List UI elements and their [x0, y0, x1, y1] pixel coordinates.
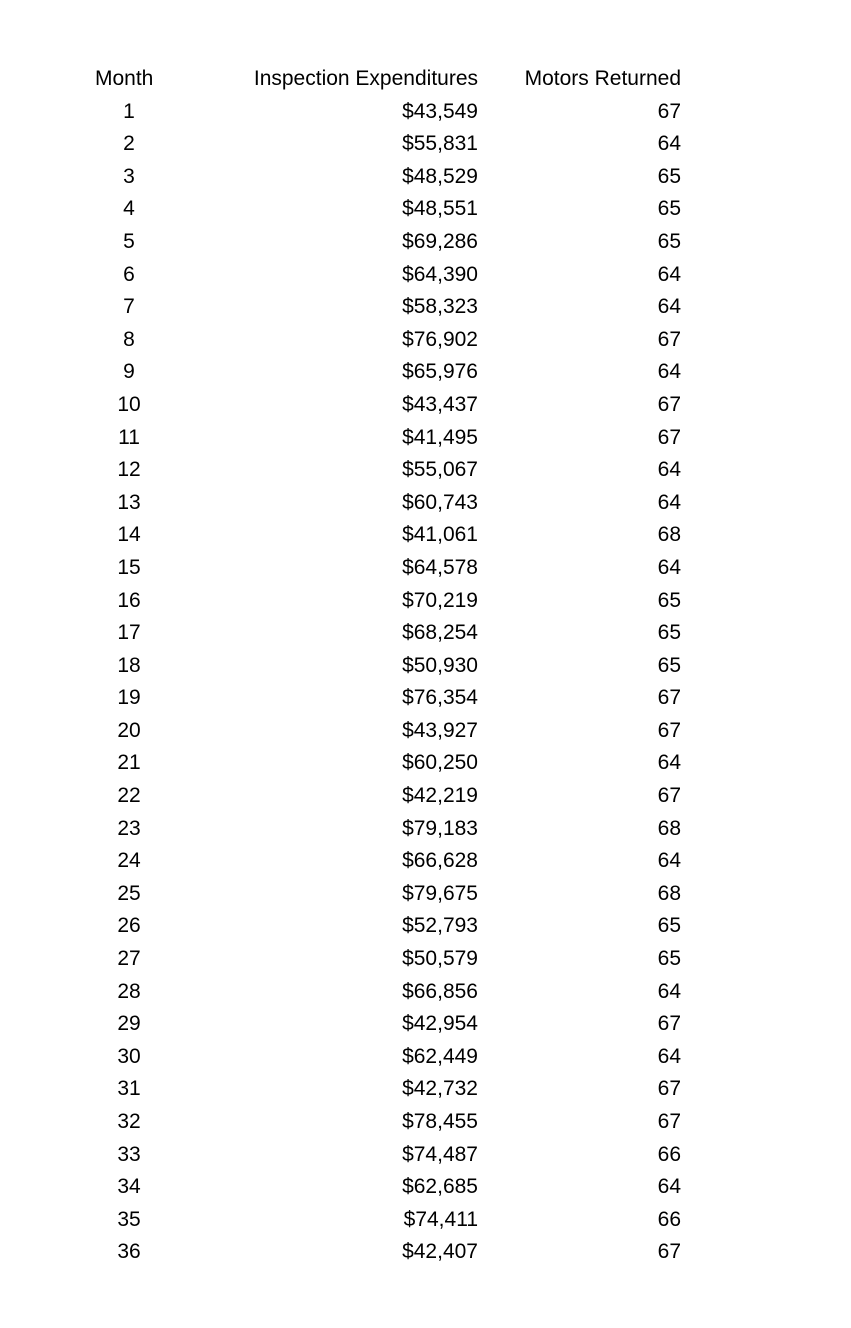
- month-cell: 33: [117, 1142, 141, 1166]
- table-row: [0, 1106, 851, 1139]
- table-body: [0, 96, 851, 1269]
- month-cell: 15: [117, 555, 141, 579]
- motors-returned-cell: 64: [657, 751, 681, 775]
- expenditure-cell: $79,675: [402, 881, 478, 905]
- expenditure-cell: $62,449: [402, 1044, 478, 1068]
- table-row: [0, 910, 851, 943]
- month-cell: 11: [118, 425, 140, 449]
- month-cell: 19: [117, 686, 141, 710]
- table-row: [0, 552, 851, 585]
- expenditure-cell: $68,254: [402, 621, 478, 645]
- motors-returned-cell: 64: [657, 490, 681, 514]
- expenditure-cell: $42,407: [402, 1240, 478, 1264]
- table-row: [0, 943, 851, 976]
- table-row: [0, 161, 851, 194]
- month-cell: 26: [117, 914, 141, 938]
- motors-returned-cell: 67: [657, 1240, 681, 1264]
- motors-returned-cell: 64: [657, 132, 681, 156]
- table-row: [0, 487, 851, 520]
- table-row: [0, 976, 851, 1009]
- motors-returned-cell: 67: [657, 99, 681, 123]
- motors-returned-cell: 65: [657, 197, 681, 221]
- table-row: [0, 682, 851, 715]
- month-cell: 14: [117, 523, 141, 547]
- table-row: [0, 845, 851, 878]
- table-row: [0, 813, 851, 846]
- month-cell: 9: [123, 360, 135, 384]
- table-row: [0, 1236, 851, 1269]
- month-cell: 29: [117, 1012, 141, 1036]
- table-row: [0, 96, 851, 129]
- motors-returned-cell: 68: [657, 816, 681, 840]
- motors-returned-cell: 64: [657, 1044, 681, 1068]
- table-row: [0, 585, 851, 618]
- expenditure-cell: $55,831: [402, 132, 478, 156]
- table-row: [0, 878, 851, 911]
- motors-returned-cell: 67: [657, 718, 681, 742]
- expenditure-cell: $79,183: [402, 816, 478, 840]
- motors-returned-cell: 65: [657, 229, 681, 253]
- expenditure-cell: $64,578: [402, 555, 478, 579]
- table-row: [0, 1008, 851, 1041]
- month-cell: 10: [117, 392, 141, 416]
- table-row: [0, 324, 851, 357]
- month-cell: 13: [117, 490, 141, 514]
- expenditure-cell: $66,856: [402, 979, 478, 1003]
- expenditure-cell: $62,685: [402, 1175, 478, 1199]
- expenditure-cell: $55,067: [402, 458, 478, 482]
- expenditure-cell: $50,579: [402, 947, 478, 971]
- motors-returned-cell: 65: [657, 588, 681, 612]
- month-cell: 4: [123, 197, 135, 221]
- month-cell: 20: [117, 718, 141, 742]
- expenditure-cell: $65,976: [402, 360, 478, 384]
- motors-returned-cell: 66: [657, 1207, 681, 1231]
- expenditure-cell: $42,732: [402, 1077, 478, 1101]
- motors-returned-cell: 65: [657, 621, 681, 645]
- expenditure-cell: $41,061: [402, 523, 478, 547]
- motors-returned-cell: 64: [657, 262, 681, 286]
- motors-returned-cell: 66: [657, 1142, 681, 1166]
- motors-returned-cell: 65: [657, 947, 681, 971]
- expenditure-cell: $78,455: [402, 1110, 478, 1133]
- motors-returned-cell: 67: [657, 784, 681, 808]
- expenditure-cell: $43,549: [402, 99, 478, 123]
- month-cell: 8: [123, 327, 135, 351]
- data-table: [0, 63, 851, 1269]
- expenditure-cell: $76,902: [402, 327, 478, 351]
- month-cell: 16: [117, 588, 141, 612]
- motors-returned-cell: 65: [657, 164, 681, 188]
- month-cell: 32: [117, 1110, 141, 1133]
- table-row: [0, 780, 851, 813]
- table-row: [0, 226, 851, 259]
- month-cell: 35: [117, 1207, 141, 1231]
- month-cell: 12: [117, 458, 141, 482]
- expenditure-cell: $41,495: [402, 425, 478, 449]
- month-cell: 27: [117, 947, 141, 971]
- table-row: [0, 747, 851, 780]
- motors-returned-cell: 68: [657, 881, 681, 905]
- table-row: [0, 1171, 851, 1204]
- expenditure-cell: $60,743: [402, 490, 478, 514]
- month-cell: 30: [117, 1044, 141, 1068]
- table-row: [0, 389, 851, 422]
- motors-returned-cell: 65: [657, 914, 681, 938]
- motors-returned-cell: 64: [657, 360, 681, 384]
- month-cell: 5: [123, 229, 135, 253]
- expenditure-cell: $60,250: [402, 751, 478, 775]
- month-cell: 1: [123, 99, 135, 123]
- table-row: [0, 650, 851, 683]
- month-cell: 6: [123, 262, 135, 286]
- header-inspection-expenditures: Inspection Expenditures: [253, 67, 478, 90]
- motors-returned-cell: 67: [657, 686, 681, 710]
- motors-returned-cell: 64: [657, 295, 681, 319]
- month-cell: 17: [117, 621, 141, 645]
- motors-returned-cell: 64: [657, 555, 681, 579]
- motors-returned-cell: 65: [657, 653, 681, 677]
- month-cell: 36: [117, 1240, 141, 1264]
- table-row: [0, 454, 851, 487]
- table-row: [0, 1139, 851, 1172]
- motors-returned-cell: 64: [657, 849, 681, 873]
- table-row: [0, 356, 851, 389]
- header-motors-returned: Motors Returned: [524, 67, 681, 90]
- month-cell: 24: [117, 849, 141, 873]
- expenditure-cell: $64,390: [402, 262, 478, 286]
- motors-returned-cell: 64: [657, 979, 681, 1003]
- month-cell: 31: [117, 1077, 141, 1101]
- expenditure-cell: $42,954: [402, 1012, 478, 1036]
- expenditure-cell: $74,487: [402, 1142, 478, 1166]
- month-cell: 21: [117, 751, 141, 775]
- month-cell: 18: [117, 653, 141, 677]
- expenditure-cell: $76,354: [402, 686, 478, 710]
- expenditure-cell: $42,219: [402, 784, 478, 808]
- expenditure-cell: $66,628: [402, 849, 478, 873]
- expenditure-cell: $74,411: [403, 1207, 478, 1231]
- expenditure-cell: $70,219: [402, 588, 478, 612]
- table-row: [0, 617, 851, 650]
- motors-returned-cell: 67: [657, 1077, 681, 1101]
- expenditure-cell: $48,551: [402, 197, 478, 221]
- table-row: [0, 291, 851, 324]
- table-row: [0, 128, 851, 161]
- table-row: [0, 1041, 851, 1074]
- table-row: [0, 1073, 851, 1106]
- header-row: [0, 63, 851, 96]
- motors-returned-cell: 68: [657, 523, 681, 547]
- month-cell: 22: [117, 784, 141, 808]
- table-row: [0, 715, 851, 748]
- expenditure-cell: $52,793: [402, 914, 478, 938]
- table-row: [0, 193, 851, 226]
- motors-returned-cell: 67: [657, 1012, 681, 1036]
- expenditure-cell: $69,286: [402, 229, 478, 253]
- expenditure-cell: $48,529: [402, 164, 478, 188]
- expenditure-cell: $50,930: [402, 653, 478, 677]
- table-row: [0, 259, 851, 292]
- motors-returned-cell: 67: [657, 425, 681, 449]
- month-cell: 3: [123, 164, 135, 188]
- month-cell: 25: [117, 881, 141, 905]
- expenditure-cell: $43,437: [402, 392, 478, 416]
- month-cell: 23: [117, 816, 141, 840]
- expenditure-cell: $43,927: [402, 718, 478, 742]
- month-cell: 7: [123, 295, 135, 319]
- motors-returned-cell: 67: [657, 1110, 681, 1133]
- month-cell: 28: [117, 979, 141, 1003]
- motors-returned-cell: 67: [657, 327, 681, 351]
- motors-returned-cell: 64: [657, 1175, 681, 1199]
- month-cell: 2: [123, 132, 135, 156]
- table-row: [0, 422, 851, 455]
- month-cell: 34: [117, 1175, 141, 1199]
- header-month: Month: [95, 67, 154, 90]
- table-row: [0, 1204, 851, 1237]
- motors-returned-cell: 64: [657, 458, 681, 482]
- expenditure-cell: $58,323: [402, 295, 478, 319]
- motors-returned-cell: 67: [657, 392, 681, 416]
- table-row: [0, 519, 851, 552]
